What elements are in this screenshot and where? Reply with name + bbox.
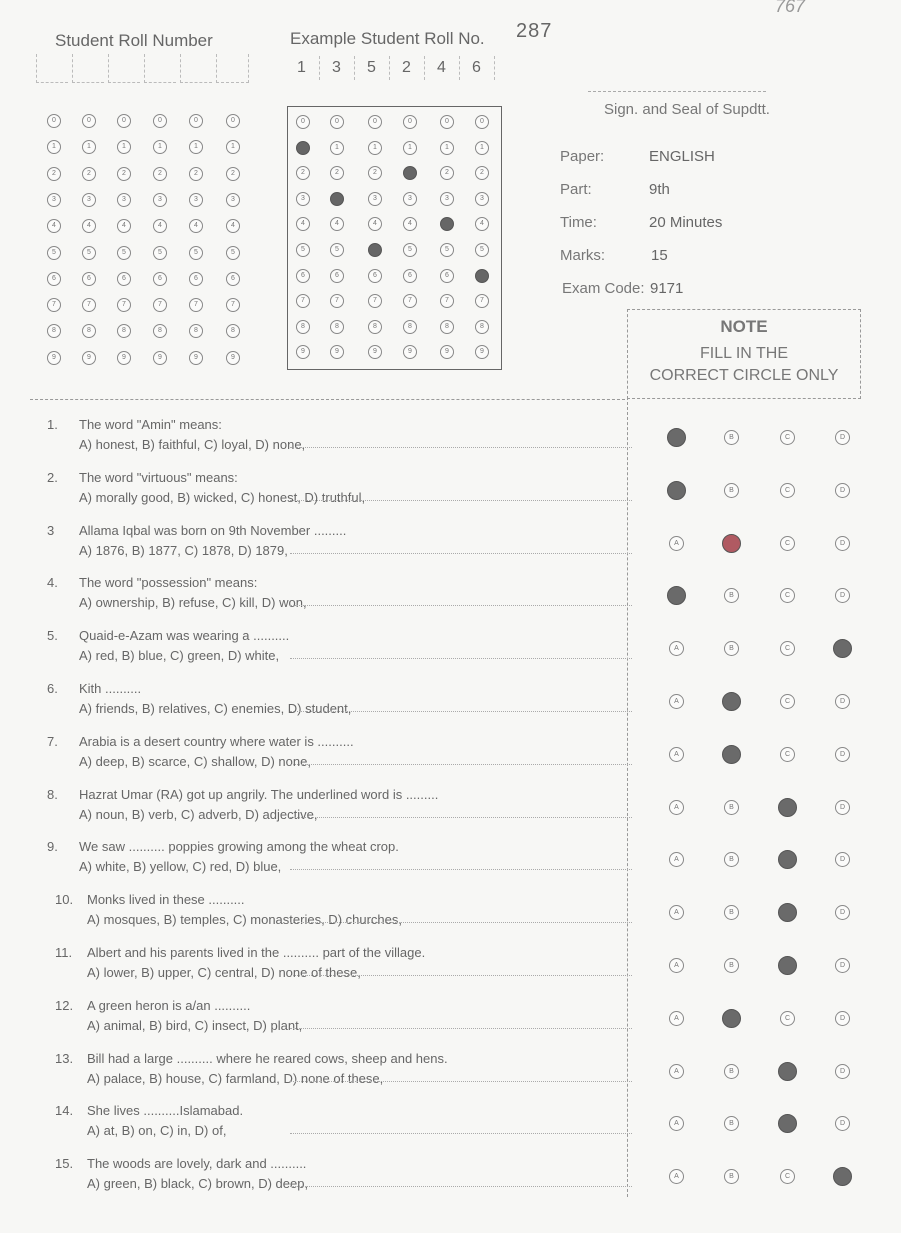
roll-digit-bubble[interactable]: 9: [226, 351, 240, 365]
answer-bubble-a[interactable]: A: [669, 536, 684, 551]
roll-digit-bubble[interactable]: 7: [189, 298, 203, 312]
answer-bubble-b[interactable]: [722, 1009, 741, 1028]
question-number: 6.: [47, 681, 58, 696]
example-digit-bubble: 8: [440, 320, 454, 334]
roll-digit-bubble[interactable]: 5: [153, 246, 167, 260]
note-line-2: CORRECT CIRCLE ONLY: [649, 367, 839, 384]
example-digit-bubble: 7: [403, 294, 417, 308]
time-value: 20 Minutes: [649, 214, 723, 231]
question-options: A) lower, B) upper, C) central, D) none of these,: [87, 965, 361, 980]
question-text: The word "Amin" means:: [79, 417, 222, 432]
answer-dotted-line: [290, 447, 632, 448]
note-line-1: FILL IN THE: [699, 345, 789, 362]
answer-bubble-c[interactable]: C: [780, 641, 795, 656]
roll-digit-bubble[interactable]: 6: [82, 272, 96, 286]
question-number: 10.: [55, 892, 74, 908]
question-text: Monks lived in these ..........: [87, 892, 245, 908]
roll-digit-bubble[interactable]: 4: [226, 219, 240, 233]
answer-dotted-line: [290, 869, 632, 870]
roll-digit-box[interactable]: [180, 54, 212, 83]
example-digit-bubble: 9: [330, 345, 344, 359]
question-options: A) deep, B) scarce, C) shallow, D) none,: [79, 753, 311, 769]
paper-value: ENGLISH: [649, 148, 715, 165]
example-digit: 4: [424, 56, 460, 80]
roll-digit-bubble[interactable]: 6: [226, 272, 240, 286]
example-digit-bubble: 6: [368, 269, 382, 283]
question-options: A) animal, B) bird, C) insect, D) plant,: [87, 1017, 303, 1033]
question-options: A) morally good, B) wicked, C) honest, D) truthful,: [79, 489, 366, 505]
answer-bubble-d[interactable]: D: [835, 694, 850, 709]
example-digit-bubble: [368, 243, 382, 257]
answer-bubble-c[interactable]: C: [780, 1011, 795, 1026]
roll-digit-bubble[interactable]: 9: [117, 351, 131, 365]
question-text: A green heron is a/an ..........: [87, 997, 251, 1013]
roll-digit-bubble[interactable]: 8: [117, 324, 131, 338]
answer-bubble-c[interactable]: [778, 1062, 797, 1081]
roll-digit-bubble[interactable]: 9: [153, 351, 167, 365]
answer-dotted-line: [290, 1133, 632, 1134]
part-label: Part:: [560, 181, 592, 198]
answer-dotted-line: [290, 553, 632, 554]
answer-bubble-c[interactable]: [778, 956, 797, 975]
roll-digit-bubble[interactable]: 3: [226, 193, 240, 207]
roll-digit-bubble[interactable]: 2: [117, 167, 131, 181]
answer-bubble-d[interactable]: D: [835, 747, 850, 762]
marks-label: Marks:: [560, 247, 605, 264]
example-digit-bubble: 0: [440, 115, 454, 129]
answer-bubble-d[interactable]: D: [835, 1116, 850, 1131]
question-text: Arabia is a desert country where water is ..........: [79, 733, 354, 749]
example-digit-bubble: 3: [475, 192, 489, 206]
answer-bubble-c[interactable]: [778, 903, 797, 922]
example-bubble-grid-frame: [287, 106, 502, 370]
roll-digit-bubble[interactable]: 0: [82, 114, 96, 128]
answer-dotted-line: [290, 658, 632, 659]
question-options: A) at, B) on, C) in, D) of,: [87, 1123, 227, 1139]
roll-digit-bubble[interactable]: 5: [189, 246, 203, 260]
example-digit-bubble: 6: [403, 269, 417, 283]
exam-code-label: Exam Code:: [562, 280, 645, 297]
example-digit-bubble: 2: [296, 166, 310, 180]
answer-dotted-line: [290, 764, 632, 765]
roll-digit-bubble[interactable]: 1: [47, 140, 61, 154]
answer-bubble-c[interactable]: [778, 1114, 797, 1133]
example-digit-bubble: 5: [475, 243, 489, 257]
example-digit-bubble: 7: [330, 294, 344, 308]
question-number: 12.: [55, 997, 74, 1013]
example-digit-bubble: 9: [368, 345, 382, 359]
answer-bubble-a[interactable]: [667, 586, 686, 605]
roll-digit-bubble[interactable]: 4: [117, 219, 131, 233]
example-digit-bubble: 1: [330, 141, 344, 155]
answer-bubble-a[interactable]: A: [669, 800, 684, 815]
answer-bubble-b[interactable]: B: [724, 430, 739, 445]
answer-bubble-c[interactable]: C: [780, 1169, 795, 1184]
roll-digit-bubble[interactable]: 3: [82, 193, 96, 207]
roll-digit-bubble[interactable]: 8: [47, 324, 61, 338]
example-digit-bubble: [296, 141, 310, 155]
answer-bubble-a[interactable]: A: [669, 958, 684, 973]
question-options: A) 1876, B) 1877, C) 1878, D) 1879,: [79, 542, 288, 558]
section-divider: [30, 399, 625, 400]
question-number: 13.: [55, 1050, 74, 1066]
corner-mark: 767: [775, 0, 806, 16]
example-digit-bubble: 0: [296, 115, 310, 129]
answer-bubble-b[interactable]: B: [724, 641, 739, 656]
roll-digit-bubble[interactable]: 8: [189, 324, 203, 338]
roll-digit-bubble[interactable]: 9: [47, 351, 61, 365]
answer-bubble-c[interactable]: C: [780, 747, 795, 762]
answer-bubble-b[interactable]: B: [724, 483, 739, 498]
answer-bubble-d[interactable]: [833, 639, 852, 658]
roll-digit-bubble[interactable]: 7: [153, 298, 167, 312]
answer-bubble-d[interactable]: D: [835, 800, 850, 815]
answer-dotted-line: [290, 817, 632, 818]
answer-dotted-line: [290, 605, 632, 606]
question-text: She lives ..........Islamabad.: [87, 1103, 244, 1119]
roll-digit-bubble[interactable]: 3: [189, 193, 203, 207]
answer-bubble-d[interactable]: D: [835, 852, 850, 867]
example-digit-bubble: 0: [368, 115, 382, 129]
roll-digit-bubble[interactable]: 3: [117, 193, 131, 207]
answer-bubble-c[interactable]: C: [780, 588, 795, 603]
answer-dotted-line: [290, 1081, 632, 1082]
roll-digit-bubble[interactable]: 5: [226, 246, 240, 260]
question-number: 3: [47, 522, 55, 538]
example-digit-bubble: 4: [296, 217, 310, 231]
note-title: NOTE: [720, 317, 768, 336]
example-digit: 1: [284, 56, 320, 80]
question-number: 9.: [47, 839, 58, 855]
roll-digit-bubble[interactable]: 1: [153, 140, 167, 154]
answer-bubble-d[interactable]: [833, 1167, 852, 1186]
roll-digit-box[interactable]: [144, 54, 176, 83]
roll-digit-bubble[interactable]: 6: [47, 272, 61, 286]
question-text: Albert and his parents lived in the .......... part of the village.: [87, 945, 426, 960]
roll-digit-bubble[interactable]: 0: [153, 114, 167, 128]
question-text: The word "possession" means:: [79, 575, 258, 591]
answer-bubble-a[interactable]: [667, 428, 686, 447]
question-options: A) white, B) yellow, C) red, D) blue,: [79, 859, 282, 875]
roll-digit-bubble[interactable]: 4: [189, 219, 203, 233]
example-digit-bubble: 4: [330, 217, 344, 231]
time-label: Time:: [560, 214, 597, 231]
answer-bubble-c[interactable]: [778, 850, 797, 869]
answer-dotted-line: [290, 1028, 632, 1029]
roll-digit-bubble[interactable]: 2: [189, 167, 203, 181]
answer-column-divider: [627, 397, 628, 1197]
answer-bubble-a[interactable]: A: [669, 852, 684, 867]
example-roll-title: Example Student Roll No.: [290, 29, 485, 48]
question-text: Kith ..........: [79, 681, 142, 696]
roll-digit-bubble[interactable]: 5: [82, 246, 96, 260]
answer-bubble-d[interactable]: D: [835, 536, 850, 551]
roll-digit-bubble[interactable]: 1: [189, 140, 203, 154]
example-digit-bubble: 5: [440, 243, 454, 257]
example-digit-bubble: 6: [440, 269, 454, 283]
example-digit-bubble: 3: [403, 192, 417, 206]
example-digit: 2: [389, 56, 425, 80]
question-options: A) palace, B) house, C) farmland, D) none of these,: [87, 1070, 384, 1086]
question-text: The word "virtuous" means:: [79, 469, 238, 485]
roll-digit-bubble[interactable]: 1: [82, 140, 96, 154]
example-digit: 5: [354, 56, 390, 80]
question-number: 5.: [47, 628, 58, 644]
example-digit-bubble: 9: [296, 345, 310, 359]
example-digit-bubble: 8: [403, 320, 417, 334]
example-digit-bubble: 4: [403, 217, 417, 231]
answer-dotted-line: [290, 922, 632, 923]
example-digit-bubble: 8: [330, 320, 344, 334]
example-digit-bubble: 8: [475, 320, 489, 334]
signature-line: [588, 91, 766, 92]
roll-digit-bubble[interactable]: 0: [47, 114, 61, 128]
roll-digit-bubble[interactable]: 2: [226, 167, 240, 181]
answer-bubble-a[interactable]: A: [669, 1064, 684, 1079]
example-digit-bubble: 5: [330, 243, 344, 257]
roll-digit-bubble[interactable]: 4: [47, 219, 61, 233]
example-digit-bubble: 6: [296, 269, 310, 283]
example-roll-boxes: [284, 52, 494, 84]
question-text: Bill had a large .......... where he reared cows, sheep and hens.: [87, 1050, 448, 1066]
roll-digit-bubble[interactable]: 3: [153, 193, 167, 207]
question-number: 11.: [55, 945, 73, 960]
roll-digit-bubble[interactable]: 9: [82, 351, 96, 365]
example-digit-bubble: 1: [403, 141, 417, 155]
question-options: A) honest, B) faithful, C) loyal, D) none,: [79, 437, 306, 452]
example-digit-bubble: 8: [368, 320, 382, 334]
answer-bubble-c[interactable]: C: [780, 694, 795, 709]
example-digit-bubble: 5: [403, 243, 417, 257]
roll-digit-bubble[interactable]: 0: [226, 114, 240, 128]
roll-digit-bubble[interactable]: 1: [117, 140, 131, 154]
question-number: 4.: [47, 575, 58, 591]
question-options: A) friends, B) relatives, C) enemies, D) student,: [79, 701, 352, 716]
answer-dotted-line: [290, 500, 632, 501]
example-digit-bubble: 1: [475, 141, 489, 155]
roll-digit-bubble[interactable]: 0: [189, 114, 203, 128]
roll-number-boxes[interactable]: [36, 54, 258, 82]
roll-digit-bubble[interactable]: 7: [226, 298, 240, 312]
example-digit-bubble: 2: [440, 166, 454, 180]
answer-bubble-b[interactable]: B: [724, 958, 739, 973]
example-digit-bubble: 7: [368, 294, 382, 308]
example-digit-bubble: 7: [475, 294, 489, 308]
answer-bubble-d[interactable]: D: [835, 1064, 850, 1079]
roll-digit-box[interactable]: [72, 54, 104, 83]
example-digit-bubble: 0: [475, 115, 489, 129]
roll-digit-bubble[interactable]: 8: [226, 324, 240, 338]
example-digit-bubble: 8: [296, 320, 310, 334]
roll-digit-bubble[interactable]: 7: [82, 298, 96, 312]
answer-bubble-d[interactable]: D: [835, 1011, 850, 1026]
example-digit: 3: [319, 56, 355, 80]
exam-code-value: 9171: [650, 280, 684, 297]
answer-bubble-b[interactable]: B: [724, 800, 739, 815]
answer-bubble-b[interactable]: B: [724, 1169, 739, 1184]
question-text: The woods are lovely, dark and ..........: [87, 1156, 307, 1172]
example-digit-bubble: 7: [296, 294, 310, 308]
answer-bubble-c[interactable]: C: [780, 483, 795, 498]
answer-bubble-d[interactable]: D: [835, 905, 850, 920]
question-number: 15.: [55, 1156, 74, 1172]
example-digit-bubble: 9: [440, 345, 454, 359]
example-digit-bubble: 4: [368, 217, 382, 231]
example-digit-bubble: 4: [475, 217, 489, 231]
example-digit-bubble: [330, 192, 344, 206]
example-digit-bubble: 7: [440, 294, 454, 308]
answer-bubble-d[interactable]: D: [835, 588, 850, 603]
question-number: 8.: [47, 786, 58, 802]
page-number: 287: [516, 20, 553, 42]
answer-bubble-a[interactable]: A: [669, 694, 684, 709]
roll-digit-bubble[interactable]: 9: [189, 351, 203, 365]
question-options: A) noun, B) verb, C) adverb, D) adjective,: [79, 806, 318, 822]
example-digit-bubble: 3: [368, 192, 382, 206]
answer-dotted-line: [290, 975, 632, 976]
roll-digit-box[interactable]: [108, 54, 140, 83]
roll-digit-bubble[interactable]: 7: [117, 298, 131, 312]
answer-bubble-b[interactable]: B: [724, 905, 739, 920]
answer-bubble-d[interactable]: D: [835, 430, 850, 445]
question-text: Hazrat Umar (RA) got up angrily. The underlined word is .........: [79, 786, 439, 802]
roll-digit-box[interactable]: [216, 54, 249, 83]
roll-digit-bubble[interactable]: 6: [189, 272, 203, 286]
answer-bubble-b[interactable]: B: [724, 852, 739, 867]
example-digit: 6: [459, 56, 495, 80]
answer-bubble-d[interactable]: D: [835, 483, 850, 498]
example-digit-bubble: 9: [403, 345, 417, 359]
answer-bubble-a[interactable]: A: [669, 1011, 684, 1026]
roll-digit-bubble[interactable]: 7: [47, 298, 61, 312]
paper-label: Paper:: [560, 148, 605, 165]
example-digit-bubble: 6: [330, 269, 344, 283]
answer-bubble-c[interactable]: C: [780, 430, 795, 445]
example-digit-bubble: 5: [296, 243, 310, 257]
roll-digit-bubble[interactable]: 1: [226, 140, 240, 154]
answer-bubble-b[interactable]: [722, 534, 741, 553]
answer-bubble-b[interactable]: B: [724, 1064, 739, 1079]
answer-bubble-c[interactable]: C: [780, 536, 795, 551]
roll-digit-bubble[interactable]: 6: [153, 272, 167, 286]
answer-bubble-d[interactable]: D: [835, 958, 850, 973]
example-digit-bubble: 0: [330, 115, 344, 129]
roll-digit-bubble[interactable]: 8: [82, 324, 96, 338]
example-digit-bubble: 1: [440, 141, 454, 155]
answer-bubble-c[interactable]: [778, 798, 797, 817]
question-options: A) red, B) blue, C) green, D) white,: [79, 648, 280, 664]
roll-digit-bubble[interactable]: 0: [117, 114, 131, 128]
roll-digit-box[interactable]: [36, 54, 68, 83]
roll-digit-bubble[interactable]: 5: [117, 246, 131, 260]
roll-digit-bubble[interactable]: 2: [153, 167, 167, 181]
answer-bubble-a[interactable]: A: [669, 747, 684, 762]
example-digit-bubble: 9: [475, 345, 489, 359]
answer-bubble-a[interactable]: A: [669, 1169, 684, 1184]
question-number: 1.: [47, 417, 58, 432]
answer-dotted-line: [290, 711, 632, 712]
example-digit-bubble: 2: [330, 166, 344, 180]
question-options: A) mosques, B) temples, C) monasteries, D) churches,: [87, 912, 402, 928]
answer-bubble-b[interactable]: B: [724, 588, 739, 603]
roll-digit-bubble[interactable]: 4: [82, 219, 96, 233]
example-digit-bubble: 2: [475, 166, 489, 180]
answer-bubble-b[interactable]: B: [724, 1116, 739, 1131]
roll-digit-bubble[interactable]: 4: [153, 219, 167, 233]
answer-bubble-a[interactable]: A: [669, 641, 684, 656]
example-digit-bubble: 2: [368, 166, 382, 180]
example-digit-bubble: 3: [440, 192, 454, 206]
question-options: A) green, B) black, C) brown, D) deep,: [87, 1176, 309, 1192]
question-text: Quaid-e-Azam was wearing a ..........: [79, 628, 290, 644]
roll-digit-bubble[interactable]: 2: [47, 167, 61, 181]
question-number: 2.: [47, 469, 58, 485]
answer-bubble-a[interactable]: [667, 481, 686, 500]
answer-bubble-a[interactable]: A: [669, 1116, 684, 1131]
marks-value: 15: [651, 247, 668, 264]
roll-digit-bubble[interactable]: 5: [47, 246, 61, 260]
answer-bubble-a[interactable]: A: [669, 905, 684, 920]
example-digit-bubble: 3: [296, 192, 310, 206]
roll-digit-bubble[interactable]: 2: [82, 167, 96, 181]
example-digit-bubble: 0: [403, 115, 417, 129]
question-number: 7.: [47, 733, 58, 749]
example-digit-bubble: [475, 269, 489, 283]
question-number: 14.: [55, 1103, 74, 1119]
roll-digit-bubble[interactable]: 6: [117, 272, 131, 286]
question-text: Allama Iqbal was born on 9th November .........: [79, 522, 347, 538]
roll-number-title: Student Roll Number: [55, 31, 213, 50]
question-text: We saw .......... poppies growing among the wheat crop.: [79, 839, 399, 855]
roll-digit-bubble[interactable]: 3: [47, 193, 61, 207]
example-digit-bubble: 1: [368, 141, 382, 155]
answer-dotted-line: [290, 1186, 632, 1187]
roll-digit-bubble[interactable]: 8: [153, 324, 167, 338]
question-options: A) ownership, B) refuse, C) kill, D) won,: [79, 595, 307, 611]
answer-bubble-b[interactable]: [722, 692, 741, 711]
sign-seal-label: Sign. and Seal of Supdtt.: [604, 101, 770, 118]
answer-bubble-b[interactable]: [722, 745, 741, 764]
part-value: 9th: [649, 181, 670, 198]
